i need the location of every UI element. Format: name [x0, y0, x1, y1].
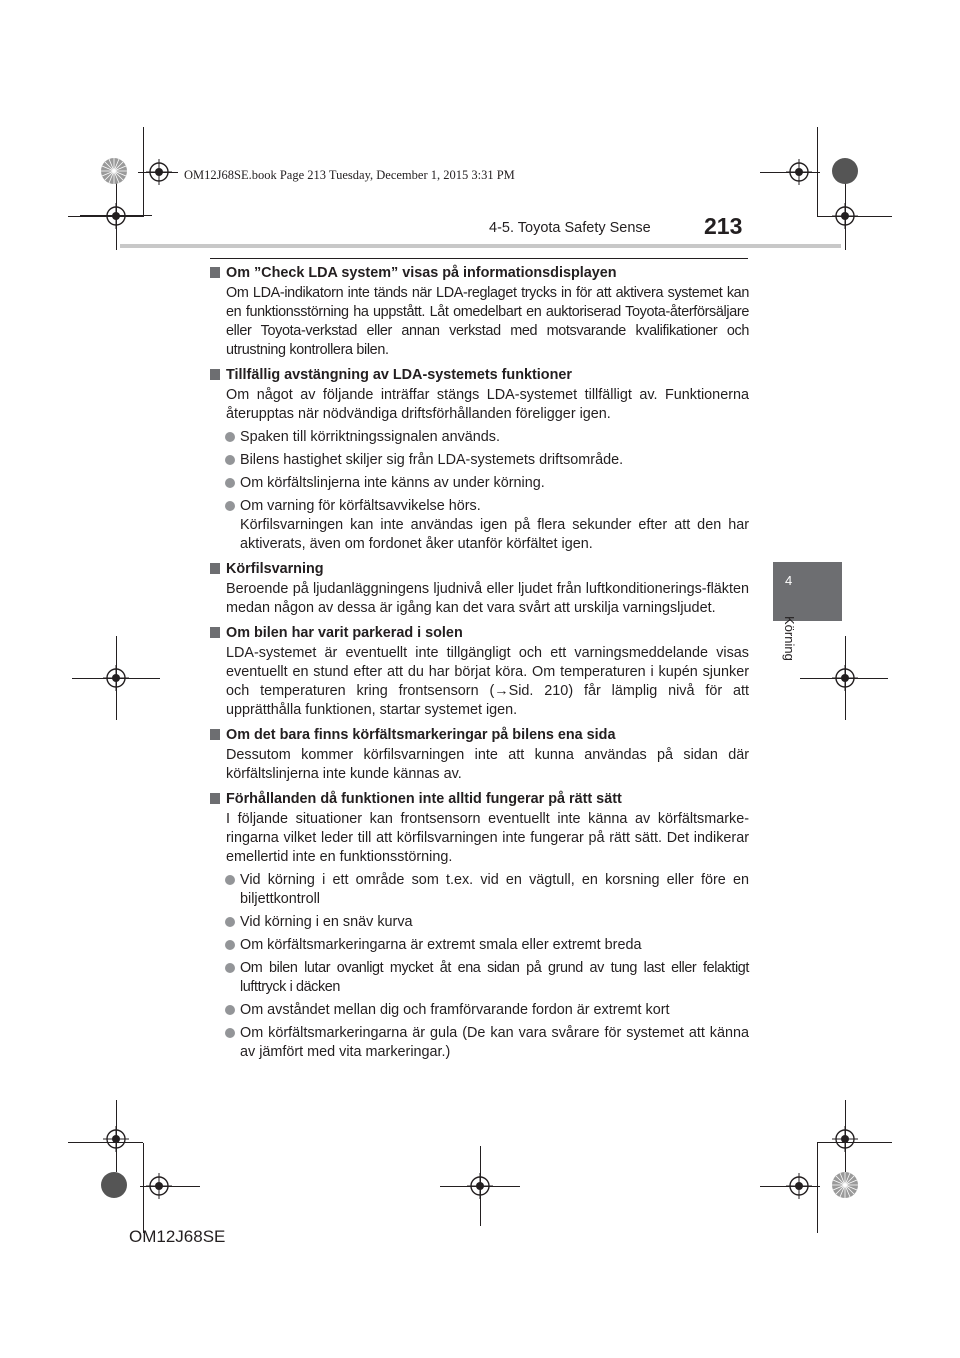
registration-mark-icon [786, 159, 812, 185]
round-bullet-icon [225, 1005, 235, 1015]
section-heading [209, 790, 749, 809]
section-paragraph: Dessutom kommer körfilsvarningen inte att kunna användas på sidan där körfältslinjerna inte kunde kännas av. [226, 747, 749, 782]
section-paragraph: Om något av följande inträffar stängs LDA-systemet tillfälligt av. Funktionerna återupptas när nödvändiga driftsförhållanden föreligger igen. [226, 387, 749, 422]
list-item [209, 913, 749, 932]
page-content [209, 264, 749, 1062]
round-bullet-icon [225, 963, 235, 973]
header-bar [120, 244, 841, 248]
crop-line [143, 1143, 144, 1233]
section-heading [209, 624, 749, 643]
registration-mark-icon [103, 665, 129, 691]
list-item [209, 497, 749, 554]
registration-mark-icon [786, 1173, 812, 1199]
section-heading [209, 560, 749, 579]
list-item-text: Om bilen lutar ovanligt mycket åt ena sidan på grund av tung last eller felaktigt lufttryck i däcken [240, 960, 749, 995]
list-item [209, 451, 749, 470]
list-item [209, 474, 749, 493]
star-target-icon [831, 1171, 859, 1199]
list-item [209, 871, 749, 909]
list-item-text: Vid körning i ett område som t.ex. vid en vägtull, en korsning eller före en biljettkontroll [240, 872, 749, 907]
star-target-icon [100, 157, 128, 185]
section-heading-text: Om bilen har varit parkerad i solen [226, 625, 463, 641]
square-bullet-icon [210, 729, 220, 740]
book-stamp: OM12J68SE.book Page 213 Tuesday, December 1, 2015 3:31 PM [184, 168, 515, 182]
registration-mark-icon [146, 159, 172, 185]
content-rule [210, 258, 748, 259]
section-heading [209, 366, 749, 385]
round-bullet-icon [225, 501, 235, 511]
arrow-icon: → [494, 683, 509, 699]
list-item-text: Om körfältslinjerna inte känns av under körning. [240, 475, 545, 491]
star-target-icon [100, 1171, 128, 1199]
round-bullet-icon [225, 917, 235, 927]
registration-mark-icon [467, 1173, 493, 1199]
list-item-text: Bilens hastighet skiljer sig från LDA-systemets driftsområde. [240, 452, 624, 468]
section-heading [209, 264, 749, 283]
list-item-text: Om varning för körfältsavvikelse hörs. [240, 498, 481, 514]
list-item [209, 959, 749, 997]
round-bullet-icon [225, 455, 235, 465]
chapter-tab [773, 562, 842, 621]
star-target-icon [831, 157, 859, 185]
page-number: 213 [704, 213, 743, 239]
paragraph-text: ) får lämplig nivå för att upprätthålla funktionen, startar systemet igen. [226, 683, 750, 718]
list-item-note: Körfilsvarningen kan inte användas igen på flera sekunder efter att den har aktiverats, även om fordonet åker utanför körfältet igen. [240, 517, 749, 552]
chapter-tab-number: 4 [785, 573, 793, 588]
list-item-text: Om körfältsmarkeringarna är extremt smala eller extremt breda [240, 937, 642, 953]
section-heading [209, 726, 749, 745]
list-item-text: Spaken till körriktningssignalen används. [240, 429, 500, 445]
round-bullet-icon [225, 432, 235, 442]
square-bullet-icon [210, 267, 220, 278]
registration-mark-icon [832, 203, 858, 229]
chapter-tab-label: Körning [782, 616, 797, 661]
registration-mark-icon [832, 1126, 858, 1152]
square-bullet-icon [210, 563, 220, 574]
document-code: OM12J68SE [129, 1227, 226, 1246]
list-item [209, 1024, 749, 1062]
list-item [209, 1001, 749, 1020]
round-bullet-icon [225, 1028, 235, 1038]
crop-line [817, 1143, 818, 1233]
section-heading-text: Förhållanden då funktionen inte alltid fungerar på rätt sätt [226, 791, 622, 807]
round-bullet-icon [225, 875, 235, 885]
square-bullet-icon [210, 369, 220, 380]
section-paragraph: I följande situationer kan frontsensorn eventuellt inte känna av körfältsmarke-ringarna vilket leder till att körfilsvarningen inte fungerar på rätt sätt. Det indikerar emellertid inte en funktionsstörning. [226, 811, 749, 865]
square-bullet-icon [210, 793, 220, 804]
list-item-text: Om avståndet mellan dig och framförvarande fordon är extremt kort [240, 1002, 670, 1018]
registration-mark-icon [103, 1126, 129, 1152]
round-bullet-icon [225, 478, 235, 488]
square-bullet-icon [210, 627, 220, 638]
section-heading-text: Körfilsvarning [226, 561, 324, 577]
list-item-text: Vid körning i en snäv kurva [240, 914, 413, 930]
list-item [209, 936, 749, 955]
section-title: 4-5. Toyota Safety Sense [489, 220, 651, 236]
paragraph-text: LDA-systemet är eventuellt inte tillgängligt och ett varningsmeddelande visas eventuellt en stund efter att du har börjat köra. Om temperaturen i kupén sjunker och temperaturen kring frontsensorn ( [226, 645, 749, 699]
round-bullet-icon [225, 940, 235, 950]
section-paragraph: Om LDA-indikatorn inte tänds när LDA-reglaget trycks in för att aktivera systemet kan en funktionsstörning ha uppstått. Låt omedelbart en auktoriserad Toyota-återförsäljare eller Toyota-verkstad eller annan verkstad med motsvarande kvalifikationer och utrustning kontrollera bilen. [226, 285, 749, 358]
list-item [209, 428, 749, 447]
page-reference-link[interactable]: Sid. 210 [508, 683, 569, 699]
registration-mark-icon [832, 665, 858, 691]
section-heading-text: Tillfällig avstängning av LDA-systemets funktioner [226, 367, 572, 383]
section-paragraph: Beroende på ljudanläggningens ljudnivå eller ljudet från luftkonditionerings-fläkten medan någon av dessa är igång kan det vara svårt att urskilja varningsljudet. [226, 581, 749, 616]
registration-mark-icon [103, 203, 129, 229]
section-heading-text: Om det bara finns körfältsmarkeringar på bilens ena sida [226, 727, 616, 743]
registration-mark-icon [146, 1173, 172, 1199]
section-paragraph [209, 644, 749, 720]
section-heading-text: Om ”Check LDA system” visas på informationsdisplayen [226, 265, 617, 281]
list-item-text: Om körfältsmarkeringarna är gula (De kan vara svårare för systemet att känna av jämfört med vita markeringar.) [240, 1025, 749, 1060]
